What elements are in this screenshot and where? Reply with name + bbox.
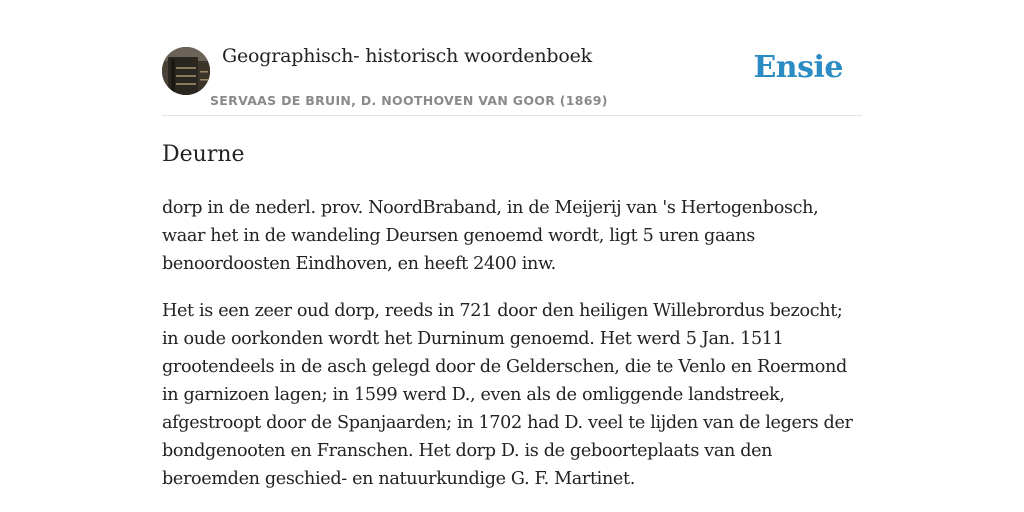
entry-paragraph-1: dorp in de nederl. prov. NoordBraband, in de Meijerij van 's Hertogenbosch, waar het in de wandeling Deursen genoemd wordt, ligt 5 uren gaans benoordoosten Eindhoven, en heeft 2400 inw. [162,198,819,274]
brand-logo[interactable]: Ensie [753,50,843,85]
page-container [162,0,862,493]
book-cover-icon[interactable] [162,47,210,95]
dictionary-entry [162,142,862,493]
entry-paragraph-2: Het is een zeer oud dorp, reeds in 721 door den heiligen Willebrordus bezocht; in oude oorkonden wordt het Durninum genoemd. Het werd 5 Jan. 1511 grootendeels in de asch gelegd door de Gelderschen, die te Venlo en Roermond in garnizoen lagen; in 1599 werd D., even als de omliggende landstreek, afgestroopt door de Spanjaarden; in 1702 had D. veel te lijden van de legers der bondgenooten en Franschen. Het dorp D. is de geboorteplaats van den beroemden geschied- en natuurkundige G. F. Martinet. [162,301,853,489]
dictionary-header [162,0,862,116]
book-title[interactable]: Geographisch- historisch woordenboek [222,45,592,67]
book-author: SERVAAS DE BRUIN, D. NOOTHOVEN VAN GOOR (1869) [210,93,608,108]
entry-headword: Deurne [162,142,245,167]
